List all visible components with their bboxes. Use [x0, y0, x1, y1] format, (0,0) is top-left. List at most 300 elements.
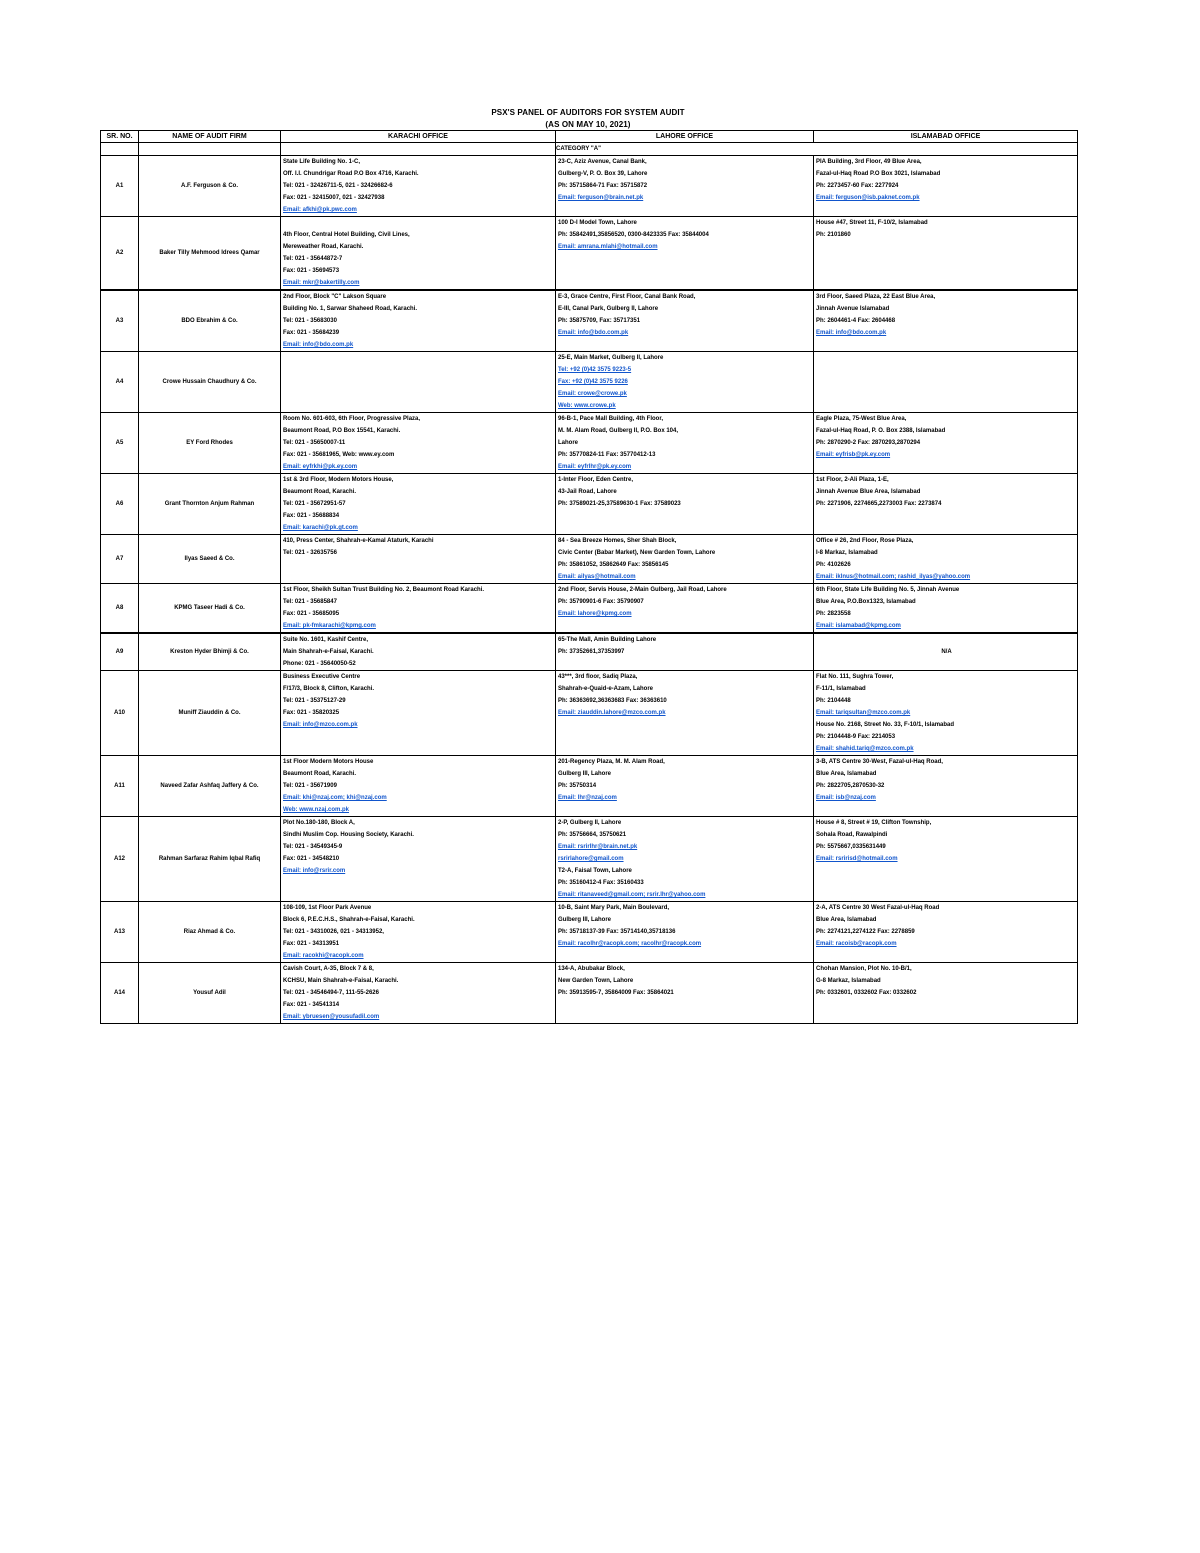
header-firm-name: NAME OF AUDIT FIRM: [139, 131, 281, 143]
karachi-office-cell: [281, 352, 556, 413]
table-row: [101, 474, 1078, 535]
lahore-office-address-line: 43***, 3rd floor, Sadiq Plaza,: [558, 674, 638, 680]
islamabad-office-address-line: [816, 999, 1077, 1011]
table-row: [101, 963, 1078, 1024]
lahore-office-address-line: Ph: 35756664, 35750621: [558, 832, 627, 838]
lahore-office-address-line: 134-A, Abubakar Block,: [558, 966, 625, 972]
lahore-office-address-line: Ph: 35750314: [558, 783, 597, 789]
karachi-office-address-line: Tel: 021 - 35685847: [283, 599, 337, 605]
karachi-office-address-line: Business Executive Centre: [283, 674, 361, 680]
islamabad-office-address-line: Sohala Road, Rawalpindi: [816, 832, 888, 838]
islamabad-office-address-line: Ph: 2274121,2274122 Fax: 2278859: [816, 929, 915, 935]
islamabad-office-address-line: [816, 522, 1077, 534]
karachi-office-email-link[interactable]: Email: karachi@pk.gt.com: [283, 525, 358, 531]
lahore-office-address-line: [558, 522, 813, 534]
lahore-office-cell: [556, 535, 814, 584]
islamabad-office-address-line: Ph: 2104448-9 Fax: 2214053: [816, 734, 896, 740]
islamabad-office-email-link[interactable]: Email: ferguson@isb.paknet.com.pk: [816, 195, 920, 201]
islamabad-office-cell: [814, 963, 1078, 1024]
islamabad-office-address-line: Fazal-ul-Haq Road P.O Box 3021, Islamabad: [816, 171, 941, 177]
lahore-office-cell: [556, 633, 814, 671]
lahore-office-cell: [556, 817, 814, 902]
sr-number: A14: [101, 963, 139, 1024]
sr-number: A12: [101, 817, 139, 902]
islamabad-office-address-line: [816, 277, 1077, 289]
karachi-office-address-line: [283, 364, 555, 376]
lahore-office-address-line: 2-P, Gulberg II, Lahore: [558, 820, 622, 826]
karachi-office-address-line: 2nd Floor, Block "C" Lakson Square: [283, 294, 387, 300]
islamabad-office-cell: [814, 817, 1078, 902]
lahore-office-address-line: Ph: 35715864-71 Fax: 35715872: [558, 183, 648, 189]
karachi-office-cell: [281, 817, 556, 902]
islamabad-office-address-line: 3-B, ATS Centre 30-West, Fazal-ul-Haq Road,: [816, 759, 943, 765]
karachi-office-address-line: 1st Floor Modern Motors House: [283, 759, 374, 765]
karachi-office-address-line: [283, 877, 555, 889]
table-row: [101, 633, 1078, 671]
islamabad-office-email-link[interactable]: Email: racoisb@racopk.com: [816, 941, 897, 947]
lahore-office-address-line: Ph: 35790901-6 Fax: 35790907: [558, 599, 644, 605]
audit-firm-name: Grant Thornton Anjum Rahman: [139, 474, 281, 535]
karachi-office-cell: [281, 756, 556, 817]
islamabad-office-address-line: Ph: 2870290-2 Fax: 2870293,2870294: [816, 440, 921, 446]
karachi-office-cell: [281, 217, 556, 291]
audit-firm-name: Crowe Hussain Chaudhury & Co.: [139, 352, 281, 413]
karachi-office-address-line: [283, 731, 555, 743]
islamabad-office-address-line: Ph: 2271906, 2274665,2273003 Fax: 2273874: [816, 501, 942, 507]
islamabad-office-email-link[interactable]: Email: rsririsd@hotmail.com: [816, 856, 898, 862]
lahore-office-address-line: [558, 339, 813, 351]
audit-firm-name: Muniff Ziauddin & Co.: [139, 671, 281, 756]
islamabad-office-address-line: Ph: 2273457-60 Fax: 2277924: [816, 183, 899, 189]
lahore-office-email-link[interactable]: rsrirlahore@gmail.com: [558, 856, 624, 862]
table-row: [101, 217, 1078, 291]
islamabad-office-email-link[interactable]: Email: info@bdo.com.pk: [816, 330, 887, 336]
sr-number: A7: [101, 535, 139, 584]
lahore-office-cell: [556, 156, 814, 217]
table-row: [101, 902, 1078, 963]
islamabad-office-email-link[interactable]: Email: shahid.tariq@mzco.com.pk: [816, 746, 914, 752]
header-lahore-office: LAHORE OFFICE: [556, 131, 814, 143]
islamabad-office-cell: [814, 902, 1078, 963]
page-title: PSX'S PANEL OF AUDITORS FOR SYSTEM AUDIT: [491, 108, 685, 117]
karachi-office-address-line: [283, 743, 555, 755]
islamabad-office-address-line: Ph: 2104448: [816, 698, 851, 704]
sr-number: A8: [101, 584, 139, 634]
table-row: [101, 817, 1078, 902]
lahore-office-address-line: Shahrah-e-Quaid-e-Azam, Lahore: [558, 686, 654, 692]
islamabad-office-address-line: Jinnah Avenue Blue Area, Islamabad: [816, 489, 921, 495]
karachi-office-address-line: Fax: 021 - 35688834: [283, 513, 340, 519]
lahore-office-address-line: 1-Inter Floor, Eden Centre,: [558, 477, 634, 483]
lahore-office-address-line: Ph: 37352661,37353997: [558, 649, 625, 655]
karachi-office-email-link[interactable]: Email: racokhi@racopk.com: [283, 953, 364, 959]
islamabad-office-address-line: 1st Floor, 2-Ali Plaza, 1-E,: [816, 477, 889, 483]
karachi-office-address-line: Fax: 021 - 34313951: [283, 941, 340, 947]
table-row: [101, 535, 1078, 584]
header-row: [101, 131, 1078, 143]
karachi-office-address-line: Beaumont Road, P.O Box 15541, Karachi.: [283, 428, 401, 434]
islamabad-office-cell: [814, 413, 1078, 474]
islamabad-office-address-line: [816, 352, 1077, 364]
islamabad-office-address-line: Fazal-ul-Haq Road, P. O. Box 2388, Islamabad: [816, 428, 946, 434]
category-label: CATEGORY "A": [556, 143, 1078, 156]
lahore-office-address-line: Ph: 35875709, Fax: 35717351: [558, 318, 641, 324]
islamabad-office-address-line: [816, 950, 1077, 962]
islamabad-office-address-line: House # 8, Street # 19, Clifton Township,: [816, 820, 932, 826]
karachi-office-email-link[interactable]: Email: info@bdo.com.pk: [283, 342, 354, 348]
lahore-office-address-line: Ph: 35770824-11 Fax: 35770412-13: [558, 452, 656, 458]
sr-number: A5: [101, 413, 139, 474]
lahore-office-address-line: E-III, Canal Park, Gulberg II, Lahore: [558, 306, 659, 312]
karachi-office-address-line: Plot No.180-180, Block A,: [283, 820, 355, 826]
islamabad-office-address-line: [816, 889, 1077, 901]
islamabad-office-address-line: [816, 804, 1077, 816]
lahore-office-address-line: 100 D-I Model Town, Lahore: [558, 220, 637, 226]
karachi-office-address-line: Room No. 601-603, 6th Floor, Progressive Plaza,: [283, 416, 421, 422]
lahore-office-address-line: 84 - Sea Breeze Homes, Sher Shah Block,: [558, 538, 677, 544]
lahore-office-address-line: M. M. Alam Road, Gulberg II, P.O. Box 104,: [558, 428, 679, 434]
lahore-office-address-line: [558, 743, 813, 755]
islamabad-office-address-line: [816, 877, 1077, 889]
lahore-office-email-link[interactable]: Email: ritanaveed@gmail.com; rsrir.lhr@yahoo.com: [558, 892, 706, 898]
karachi-office-address-line: 4th Floor, Central Hotel Building, Civil Lines,: [283, 232, 410, 238]
karachi-office-address-line: Tel: 021 - 34546494-7, 111-55-2626: [283, 990, 379, 996]
table-row: [101, 156, 1078, 217]
audit-firm-name: Naveed Zafar Ashfaq Jaffery & Co.: [139, 756, 281, 817]
lahore-office-address-line: Ph: 37589021-25,37589630-1 Fax: 37589023: [558, 501, 681, 507]
islamabad-office-address-line: [816, 400, 1077, 412]
islamabad-office-address-line: [816, 204, 1077, 216]
karachi-office-email-link[interactable]: Email: afkhi@pk.pwc.com: [283, 207, 357, 213]
lahore-office-address-line: 2nd Floor, Servis House, 2-Main Gulberg, Jail Road, Lahore: [558, 587, 727, 593]
karachi-office-address-line: Tel: 021 - 32426711-5, 021 - 32426682-6: [283, 183, 393, 189]
lahore-office-cell: [556, 671, 814, 756]
islamabad-office-address-line: Chohan Mansion, Plot No. 10-B/1,: [816, 966, 912, 972]
karachi-office-email-link[interactable]: Web: www.nzaj.com.pk: [283, 807, 350, 813]
karachi-office-address-line: Sindhi Muslim Cop. Housing Society, Karachi.: [283, 832, 414, 838]
karachi-office-address-line: Tel: 021 - 35672951-57: [283, 501, 346, 507]
audit-firm-name: A.F. Ferguson & Co.: [139, 156, 281, 217]
islamabad-office-email-link[interactable]: Email: eyfrisb@pk.ey.com: [816, 452, 891, 458]
lahore-office-address-line: Ph: 35718137-39 Fax: 35714140,35718136: [558, 929, 676, 935]
header-karachi-office: KARACHI OFFICE: [281, 131, 556, 143]
islamabad-office-address-line: [816, 265, 1077, 277]
lahore-office-email-link[interactable]: Email: info@bdo.com.pk: [558, 330, 629, 336]
karachi-office-address-line: 108-109, 1st Floor Park Avenue: [283, 905, 372, 911]
audit-firm-name: Rahman Sarfaraz Rahim Iqbal Rafiq: [139, 817, 281, 902]
islamabad-office-address-line: [816, 1011, 1077, 1023]
islamabad-office-address-line: F-11/1, Islamabad: [816, 686, 866, 692]
table-row: [101, 756, 1078, 817]
lahore-office-address-line: [558, 719, 813, 731]
islamabad-office-address-line: Blue Area, P.O.Box1323, Islamabad: [816, 599, 916, 605]
lahore-office-address-line: Gulberg-V, P. O. Box 39, Lahore: [558, 171, 648, 177]
islamabad-office-email-link[interactable]: Email: islamabad@kpmg.com: [816, 623, 901, 629]
karachi-office-email-link[interactable]: Email: info@rsrir.com: [283, 868, 346, 874]
karachi-office-address-line: 1st Floor, Sheikh Sultan Trust Building No. 2, Beaumont Road Karachi.: [283, 587, 485, 593]
lahore-office-address-line: Civic Center (Babar Market), New Garden Town, Lahore: [558, 550, 716, 556]
islamabad-office-cell: [814, 474, 1078, 535]
audit-firm-name: Riaz Ahmad & Co.: [139, 902, 281, 963]
lahore-office-address-line: Ph: 36363692,36363683 Fax: 36363610: [558, 698, 667, 704]
table-row: [101, 290, 1078, 352]
lahore-office-address-line: Ph: 35861052, 35862649 Fax: 35856145: [558, 562, 669, 568]
karachi-office-address-line: KCHSU, Main Shahrah-e-Faisal, Karachi.: [283, 978, 399, 984]
karachi-office-address-line: Tel: 021 - 35650007-11: [283, 440, 346, 446]
islamabad-office-cell: [814, 535, 1078, 584]
lahore-office-email-link[interactable]: Email: ailyas@hotmail.com: [558, 574, 636, 580]
sr-number: A10: [101, 671, 139, 756]
karachi-office-address-line: 1st & 3rd Floor, Modern Motors House,: [283, 477, 394, 483]
karachi-office-address-line: [283, 571, 555, 583]
lahore-office-email-link[interactable]: Email: crowe@crowe.pk: [558, 391, 627, 397]
lahore-office-email-link[interactable]: Email: amrana.mlahi@hotmail.com: [558, 244, 658, 250]
karachi-office-address-line: Tel: 021 - 35375127-29: [283, 698, 346, 704]
islamabad-office-address-line: Flat No. 111, Sughra Tower,: [816, 674, 894, 680]
karachi-office-address-line: [283, 352, 555, 364]
islamabad-office-address-line: [816, 339, 1077, 351]
lahore-office-cell: [556, 902, 814, 963]
islamabad-office-address-line: Jinnah Avenue Islamabad: [816, 306, 890, 312]
lahore-office-address-line: 43-Jail Road, Lahore: [558, 489, 617, 495]
karachi-office-address-line: Main Shahrah-e-Faisal, Karachi.: [283, 649, 374, 655]
karachi-office-address-line: Fax: 021 - 35684239: [283, 330, 340, 336]
islamabad-office-address-line: 6th Floor, State Life Building No. 5, Jinnah Avenue: [816, 587, 960, 593]
lahore-office-address-line: [558, 950, 813, 962]
islamabad-office-address-line: Ph: 2822705,2870530-32: [816, 783, 885, 789]
islamabad-office-address-line: Blue Area, Islamabad: [816, 771, 877, 777]
lahore-office-email-link[interactable]: Email: lahore@kpmg.com: [558, 611, 632, 617]
islamabad-office-address-line: Ph: 2823558: [816, 611, 851, 617]
lahore-office-cell: [556, 413, 814, 474]
islamabad-office-cell: [814, 584, 1078, 634]
karachi-office-address-line: Suite No. 1601, Kashif Centre,: [283, 637, 369, 643]
table-row: [101, 584, 1078, 634]
lahore-office-email-link[interactable]: Tel: +92 (0)42 3575 9223-5: [558, 367, 632, 373]
lahore-office-address-line: [558, 277, 813, 289]
karachi-office-cell: [281, 902, 556, 963]
lahore-office-address-line: 65-The Mall, Amin Building Lahore: [558, 637, 657, 643]
islamabad-office-address-line: [816, 241, 1077, 253]
lahore-office-email-link[interactable]: Web: www.crowe.pk: [558, 403, 616, 409]
karachi-office-cell: [281, 671, 556, 756]
lahore-office-email-link[interactable]: Fax: +92 (0)42 3575 9226: [558, 379, 628, 385]
lahore-office-address-line: 25-E, Main Market, Gulberg II, Lahore: [558, 355, 664, 361]
lahore-office-address-line: [558, 1011, 813, 1023]
islamabad-office-cell: [814, 756, 1078, 817]
header-islamabad-office: ISLAMABAD OFFICE: [814, 131, 1078, 143]
audit-firm-name: BDO Ebrahim & Co.: [139, 290, 281, 352]
karachi-office-address-line: [283, 376, 555, 388]
lahore-office-address-line: [558, 204, 813, 216]
karachi-office-address-line: Cavish Court, A-35, Block 7 & 8,: [283, 966, 374, 972]
islamabad-office-email-link[interactable]: Email: isb@nzaj.com: [816, 795, 876, 801]
karachi-office-address-line: Tel: 021 - 32635756: [283, 550, 337, 556]
lahore-office-address-line: Gulberg III, Lahore: [558, 917, 612, 923]
lahore-office-cell: [556, 584, 814, 634]
karachi-office-address-line: Tel: 021 - 34549345-9: [283, 844, 343, 850]
karachi-office-cell: [281, 156, 556, 217]
sr-number: A1: [101, 156, 139, 217]
islamabad-office-cell: [814, 290, 1078, 352]
audit-firm-name: Ilyas Saeed & Co.: [139, 535, 281, 584]
sr-number: A6: [101, 474, 139, 535]
islamabad-office-address-line: Ph: 0332601, 0332602 Fax: 0332602: [816, 990, 917, 996]
islamabad-office-cell: [814, 352, 1078, 413]
karachi-office-cell: [281, 535, 556, 584]
audit-firm-name: Yousuf Adil: [139, 963, 281, 1024]
karachi-office-address-line: Fax: 021 - 35681965, Web: www.ey.com: [283, 452, 395, 458]
karachi-office-cell: [281, 474, 556, 535]
karachi-office-address-line: Beaumont Road, Karachi.: [283, 771, 357, 777]
lahore-office-address-line: Ph: 35842491,35856520, 0300-8423335 Fax: 35844004: [558, 232, 709, 238]
sr-number: A4: [101, 352, 139, 413]
sr-number: A9: [101, 633, 139, 671]
sr-number: A13: [101, 902, 139, 963]
karachi-office-address-line: Block 6, P.E.C.H.S., Shahrah-e-Faisal, Karachi.: [283, 917, 415, 923]
islamabad-office-address-line: [816, 388, 1077, 400]
karachi-office-email-link[interactable]: Email: khi@nzaj.com; khi@nzaj.com: [283, 795, 387, 801]
lahore-office-cell: [556, 217, 814, 291]
sr-number: A11: [101, 756, 139, 817]
karachi-office-email-link[interactable]: Email: ybruesen@yousufadil.com: [283, 1014, 380, 1020]
karachi-office-address-line: Tel: 021 - 35644872-7: [283, 256, 343, 262]
page-heading: [100, 107, 1076, 131]
islamabad-office-address-line: G-8 Markaz, Islamabad: [816, 978, 881, 984]
karachi-office-address-line: Mereweather Road, Karachi.: [283, 244, 364, 250]
islamabad-office-cell: [814, 671, 1078, 756]
lahore-office-cell: [556, 352, 814, 413]
karachi-office-address-line: 410, Press Center, Shahrah-e-Kamal Ataturk, Karachi: [283, 538, 434, 544]
karachi-office-cell: [281, 633, 556, 671]
islamabad-office-address-line: [816, 461, 1077, 473]
lahore-office-address-line: [558, 658, 813, 670]
lahore-office-email-link[interactable]: Email: lhr@nzaj.com: [558, 795, 617, 801]
lahore-office-address-line: Gulberg III, Lahore: [558, 771, 612, 777]
lahore-office-address-line: 23-C, Aziz Avenue, Canal Bank,: [558, 159, 647, 165]
islamabad-office-address-line: Ph: 4102626: [816, 562, 851, 568]
lahore-office-address-line: E-3, Grace Centre, First Floor, Canal Bank Road,: [558, 294, 696, 300]
islamabad-office-address-line: Ph: 2101860: [816, 232, 851, 238]
karachi-office-email-link[interactable]: Email: mkr@bakertilly.com: [283, 280, 360, 286]
karachi-office-address-line: Fax: 021 - 32415007, 021 - 32427938: [283, 195, 385, 201]
islamabad-office-address-line: [816, 364, 1077, 376]
karachi-office-address-line: [283, 889, 555, 901]
karachi-office-address-line: State Life Building No. 1-C,: [283, 159, 361, 165]
audit-firm-name: EY Ford Rhodes: [139, 413, 281, 474]
auditor-panel-table: [100, 130, 1078, 1024]
karachi-office-cell: [281, 290, 556, 352]
islamabad-office-address-line: House No. 2168, Street No. 33, F-10/1, Islamabad: [816, 722, 955, 728]
lahore-office-email-link[interactable]: Email: ziauddin.lahore@mzco.com.pk: [558, 710, 666, 716]
karachi-office-address-line: [283, 400, 555, 412]
lahore-office-email-link[interactable]: Email: ferguson@brain.net.pk: [558, 195, 644, 201]
karachi-office-cell: [281, 963, 556, 1024]
islamabad-office-address-line: Ph: 2604461-4 Fax: 2604468: [816, 318, 896, 324]
karachi-office-address-line: Building No. 1, Sarwar Shaheed Road, Karachi.: [283, 306, 418, 312]
lahore-office-address-line: [558, 265, 813, 277]
karachi-office-address-line: F/17/3, Block 8, Clifton, Karachi.: [283, 686, 375, 692]
karachi-office-cell: [281, 584, 556, 634]
lahore-office-address-line: 201-Regency Plaza, M. M. Alam Road,: [558, 759, 665, 765]
lahore-office-address-line: [558, 620, 813, 632]
karachi-office-email-link[interactable]: Email: eyfrkhi@pk.ey.com: [283, 464, 358, 470]
header-sr-no: SR. NO.: [101, 131, 139, 143]
lahore-office-address-line: Lahore: [558, 440, 579, 446]
islamabad-office-address-line: [816, 510, 1077, 522]
islamabad-office-address-line: I-8 Markaz, Islamabad: [816, 550, 878, 556]
karachi-office-address-line: Tel: 021 - 35671909: [283, 783, 337, 789]
islamabad-office-address-line: [816, 865, 1077, 877]
lahore-office-email-link[interactable]: Email: racolhr@racopk.com; racolhr@racopk.com: [558, 941, 702, 947]
islamabad-office-address-line: PIA Building, 3rd Floor, 49 Blue Area,: [816, 159, 922, 165]
lahore-office-address-line: [558, 510, 813, 522]
lahore-office-address-line: New Garden Town, Lahore: [558, 978, 634, 984]
lahore-office-address-line: T2-A, Faisal Town, Lahore: [558, 868, 632, 874]
islamabad-office-address-line: [816, 253, 1077, 265]
table-row: [101, 413, 1078, 474]
sr-number: A3: [101, 290, 139, 352]
islamabad-office-address-line: 2-A, ATS Centre 30 West Fazal-ul-Haq Road: [816, 905, 940, 911]
karachi-office-cell: [281, 413, 556, 474]
islamabad-office-address-line: Ph: 5575667,0335631449: [816, 844, 886, 850]
islamabad-office-address-line: 3rd Floor, Saeed Plaza, 22 East Blue Area,: [816, 294, 936, 300]
karachi-office-address-line: [283, 559, 555, 571]
lahore-office-address-line: [558, 731, 813, 743]
lahore-office-cell: [556, 963, 814, 1024]
lahore-office-address-line: 10-B, Saint Mary Park, Main Boulevard,: [558, 905, 670, 911]
islamabad-office-email-link[interactable]: Email: tariqsultan@mzco.com.pk: [816, 710, 911, 716]
islamabad-office-address-line: Blue Area, Islamabad: [816, 917, 877, 923]
karachi-office-address-line: [283, 217, 555, 229]
audit-firm-name: Baker Tilly Mehmood Idrees Qamar: [139, 217, 281, 291]
karachi-office-email-link[interactable]: Email: info@mzco.com.pk: [283, 722, 358, 728]
category-row: [101, 143, 1078, 156]
karachi-office-address-line: Phone: 021 - 35640050-52: [283, 661, 356, 667]
karachi-office-address-line: Fax: 021 - 35685095: [283, 611, 340, 617]
sr-number: A2: [101, 217, 139, 291]
audit-firm-name: Kreston Hyder Bhimji & Co.: [139, 633, 281, 671]
islamabad-office-address-line: House #47, Street 11, F-10/2, Islamabad: [816, 220, 928, 226]
lahore-office-address-line: [558, 253, 813, 265]
lahore-office-address-line: Ph: 35160412-4 Fax: 35160433: [558, 880, 644, 886]
karachi-office-email-link[interactable]: Email: pk-fmkarachi@kpmg.com: [283, 623, 376, 629]
karachi-office-address-line: Fax: 021 - 35820325: [283, 710, 340, 716]
table-row: [101, 671, 1078, 756]
karachi-office-address-line: [283, 388, 555, 400]
lahore-office-address-line: [558, 999, 813, 1011]
lahore-office-cell: [556, 756, 814, 817]
audit-firm-name: KPMG Taseer Hadi & Co.: [139, 584, 281, 634]
islamabad-office-email-link[interactable]: Email: iklnus@hotmail.com; rashid_ilyas@yahoo.com: [816, 574, 971, 580]
table-row: [101, 352, 1078, 413]
lahore-office-cell: [556, 290, 814, 352]
islamabad-office-address-line: [816, 376, 1077, 388]
karachi-office-address-line: Beaumont Road, Karachi.: [283, 489, 357, 495]
page-subtitle: (AS ON MAY 10, 2021): [545, 120, 631, 129]
lahore-office-email-link[interactable]: Email: rsrirlhr@brain.net.pk: [558, 844, 638, 850]
lahore-office-address-line: 96-B-1, Pace Mall Building, 4th Floor,: [558, 416, 664, 422]
lahore-office-address-line: Ph: 35913595-7, 35864009 Fax: 35864021: [558, 990, 674, 996]
karachi-office-address-line: Off. I.I. Chundrigar Road P.O Box 4716, Karachi.: [283, 171, 419, 177]
karachi-office-address-line: Fax: 021 - 35694573: [283, 268, 340, 274]
karachi-office-address-line: Tel: 021 - 35683030: [283, 318, 337, 324]
islamabad-office-address-line: Eagle Plaza, 75-West Blue Area,: [816, 416, 907, 422]
islamabad-office-cell: [814, 217, 1078, 291]
lahore-office-email-link[interactable]: Email: eyfrlhr@pk.ey.com: [558, 464, 632, 470]
islamabad-office-address-line: Office # 26, 2nd Floor, Rose Plaza,: [816, 538, 914, 544]
karachi-office-address-line: Tel: 021 - 34310026, 021 - 34313952,: [283, 929, 384, 935]
